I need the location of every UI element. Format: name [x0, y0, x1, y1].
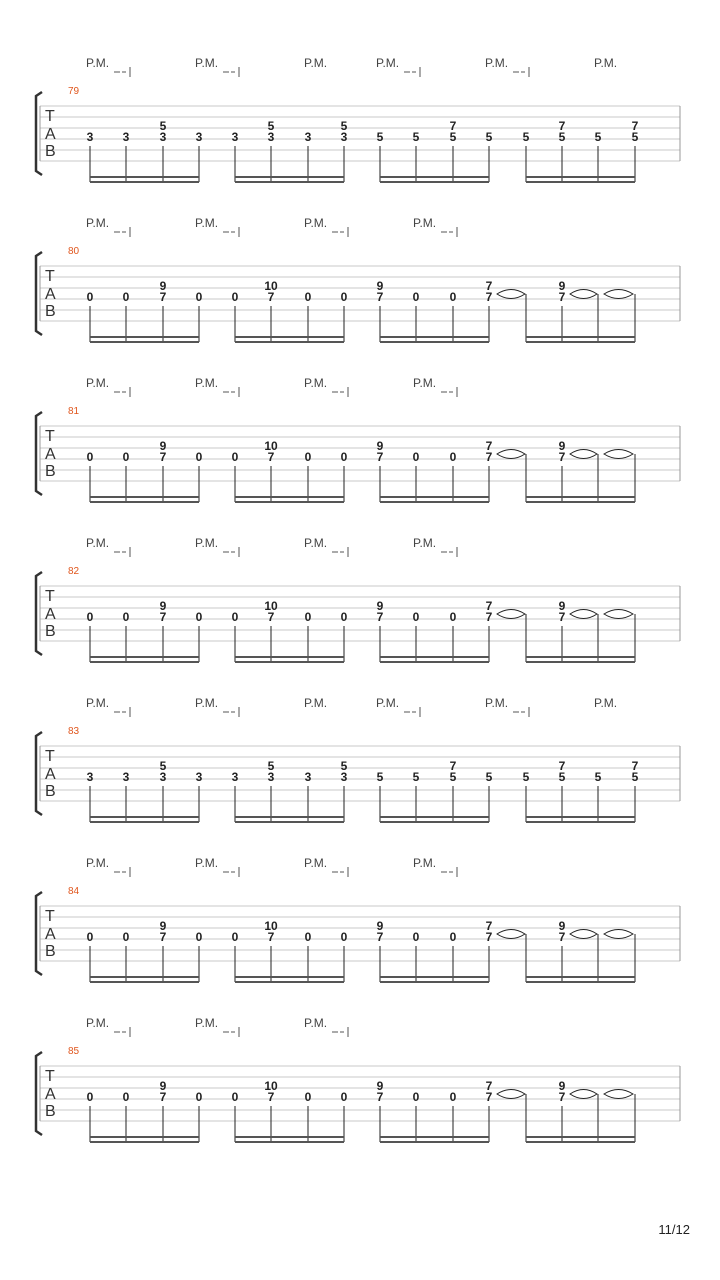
fret-number: 3 — [195, 130, 203, 144]
fret-number: 5 — [594, 130, 602, 144]
fret-number: 7 — [376, 930, 384, 944]
tab-system — [36, 376, 680, 503]
harmonic-tie — [604, 930, 633, 939]
beam — [526, 176, 635, 178]
harmonic-tie — [497, 1090, 525, 1099]
beam — [235, 816, 344, 818]
fret-number: 9 — [376, 919, 384, 933]
fret-number: 7 — [558, 1090, 566, 1104]
fret-number: 7 — [558, 119, 566, 133]
fret-number: 0 — [340, 930, 348, 944]
beam — [380, 496, 489, 498]
fret-number: 5 — [449, 130, 457, 144]
palm-mute-label: P.M. — [376, 696, 400, 710]
tab-clef-letter: T — [45, 268, 55, 285]
beam — [90, 1136, 199, 1138]
fret-number: 10 — [264, 919, 278, 933]
palm-mute-label: P.M. — [485, 696, 509, 710]
fret-number: 0 — [340, 610, 348, 624]
palm-mute-label: P.M. — [413, 536, 437, 550]
palm-mute-label: P.M. — [86, 536, 110, 550]
fret-number: 3 — [159, 130, 167, 144]
harmonic-tie — [604, 290, 633, 299]
fret-number: 7 — [159, 290, 167, 304]
beam — [235, 181, 344, 183]
tab-clef-letter: T — [45, 588, 55, 605]
harmonic-tie — [570, 1090, 597, 1099]
beam — [526, 1141, 635, 1143]
beam — [380, 1141, 489, 1143]
beam — [380, 821, 489, 823]
tab-clef-letter: B — [45, 1103, 56, 1120]
fret-number: 7 — [485, 1090, 493, 1104]
fret-number: 7 — [159, 610, 167, 624]
tab-clef-letter: A — [45, 126, 56, 143]
palm-mute-label: P.M. — [86, 376, 110, 390]
fret-number: 9 — [376, 439, 384, 453]
palm-mute-label: P.M. — [485, 56, 509, 70]
palm-mute-label: P.M. — [413, 216, 437, 230]
tab-clef-letter: T — [45, 748, 55, 765]
fret-number: 0 — [449, 610, 457, 624]
measure-number: 83 — [68, 726, 80, 737]
fret-number: 0 — [231, 930, 239, 944]
fret-number: 7 — [558, 930, 566, 944]
fret-number: 0 — [231, 290, 239, 304]
measure-number: 82 — [68, 566, 80, 577]
tab-clef-letter: B — [45, 783, 56, 800]
fret-number: 0 — [86, 1090, 94, 1104]
fret-number: 0 — [412, 450, 420, 464]
fret-number: 0 — [304, 930, 312, 944]
beam — [235, 981, 344, 983]
palm-mute-label: P.M. — [86, 696, 110, 710]
system-bracket — [36, 92, 42, 175]
fret-number: 7 — [376, 610, 384, 624]
fret-number: 0 — [304, 610, 312, 624]
tab-clef-letter: B — [45, 463, 56, 480]
fret-number: 9 — [159, 279, 167, 293]
palm-mute-label: P.M. — [594, 696, 618, 710]
tab-clef-letter: B — [45, 143, 56, 160]
beam — [526, 501, 635, 503]
beam — [526, 1136, 635, 1138]
beam — [235, 496, 344, 498]
fret-number: 5 — [267, 759, 275, 773]
beam — [90, 821, 199, 823]
fret-number: 9 — [376, 1079, 384, 1093]
palm-mute-label: P.M. — [195, 216, 219, 230]
fret-number: 5 — [159, 759, 167, 773]
tab-clef-letter: B — [45, 943, 56, 960]
palm-mute-label: P.M. — [86, 856, 110, 870]
fret-number: 7 — [631, 759, 639, 773]
palm-mute-label: P.M. — [195, 1016, 219, 1030]
beam — [380, 336, 489, 338]
fret-number: 0 — [231, 610, 239, 624]
fret-number: 0 — [449, 930, 457, 944]
beam — [90, 341, 199, 343]
fret-number: 10 — [264, 599, 278, 613]
fret-number: 7 — [267, 450, 275, 464]
fret-number: 9 — [558, 439, 566, 453]
fret-number: 9 — [558, 1079, 566, 1093]
beam — [235, 1136, 344, 1138]
fret-number: 7 — [449, 759, 457, 773]
fret-number: 0 — [304, 450, 312, 464]
fret-number: 0 — [122, 1090, 130, 1104]
fret-number: 9 — [159, 439, 167, 453]
fret-number: 0 — [412, 930, 420, 944]
beam — [526, 661, 635, 663]
fret-number: 7 — [558, 290, 566, 304]
fret-number: 7 — [267, 930, 275, 944]
fret-number: 3 — [231, 130, 239, 144]
fret-number: 7 — [485, 290, 493, 304]
palm-mute-label: P.M. — [304, 696, 328, 710]
tab-clef-letter: B — [45, 303, 56, 320]
beam — [380, 661, 489, 663]
beam — [380, 176, 489, 178]
beam — [235, 976, 344, 978]
tab-system — [36, 216, 680, 343]
tab-clef-letter: T — [45, 108, 55, 125]
palm-mute-label: P.M. — [304, 216, 328, 230]
fret-number: 9 — [159, 1079, 167, 1093]
harmonic-tie — [604, 450, 633, 459]
beam — [90, 336, 199, 338]
fret-number: 0 — [86, 930, 94, 944]
fret-number: 0 — [449, 1090, 457, 1104]
palm-mute-label: P.M. — [86, 216, 110, 230]
beam — [235, 661, 344, 663]
fret-number: 9 — [376, 279, 384, 293]
fret-number: 3 — [304, 130, 312, 144]
tab-clef-letter: T — [45, 1068, 55, 1085]
fret-number: 0 — [340, 450, 348, 464]
fret-number: 0 — [304, 1090, 312, 1104]
beam — [90, 816, 199, 818]
fret-number: 0 — [122, 290, 130, 304]
harmonic-tie — [570, 610, 597, 619]
palm-mute-label: P.M. — [195, 856, 219, 870]
palm-mute-label: P.M. — [304, 1016, 328, 1030]
palm-mute-label: P.M. — [376, 56, 400, 70]
system-bracket — [36, 252, 42, 335]
fret-number: 0 — [231, 1090, 239, 1104]
fret-number: 7 — [631, 119, 639, 133]
system-bracket — [36, 892, 42, 975]
fret-number: 7 — [159, 450, 167, 464]
beam — [235, 176, 344, 178]
fret-number: 5 — [159, 119, 167, 133]
system-bracket — [36, 572, 42, 655]
fret-number: 9 — [376, 599, 384, 613]
fret-number: 7 — [558, 610, 566, 624]
tab-clef-letter: A — [45, 1086, 56, 1103]
fret-number: 3 — [267, 770, 275, 784]
fret-number: 5 — [340, 759, 348, 773]
beam — [90, 176, 199, 178]
tab-clef-letter: B — [45, 623, 56, 640]
measure-number: 84 — [68, 886, 80, 897]
beam — [235, 501, 344, 503]
fret-number: 9 — [159, 919, 167, 933]
beam — [526, 981, 635, 983]
harmonic-tie — [570, 930, 597, 939]
fret-number: 5 — [267, 119, 275, 133]
beam — [380, 976, 489, 978]
palm-mute-label: P.M. — [195, 536, 219, 550]
system-bracket — [36, 1052, 42, 1135]
fret-number: 5 — [485, 130, 493, 144]
beam — [380, 981, 489, 983]
fret-number: 0 — [449, 290, 457, 304]
fret-number: 3 — [267, 130, 275, 144]
palm-mute-label: P.M. — [195, 56, 219, 70]
beam — [380, 501, 489, 503]
fret-number: 7 — [485, 930, 493, 944]
beam — [90, 976, 199, 978]
page-number: 11/12 — [658, 1222, 690, 1237]
fret-number: 5 — [449, 770, 457, 784]
system-bracket — [36, 732, 42, 815]
tab-system — [36, 56, 680, 183]
fret-number: 0 — [122, 450, 130, 464]
fret-number: 0 — [304, 290, 312, 304]
fret-number: 7 — [485, 450, 493, 464]
fret-number: 0 — [340, 1090, 348, 1104]
palm-mute-label: P.M. — [413, 376, 437, 390]
palm-mute-label: P.M. — [304, 856, 328, 870]
beam — [526, 976, 635, 978]
harmonic-tie — [604, 610, 633, 619]
tab-clef-letter: A — [45, 606, 56, 623]
fret-number: 10 — [264, 279, 278, 293]
harmonic-tie — [604, 1090, 633, 1099]
palm-mute-label: P.M. — [195, 376, 219, 390]
fret-number: 3 — [122, 130, 130, 144]
beam — [526, 181, 635, 183]
measure-number: 80 — [68, 246, 80, 257]
beam — [90, 496, 199, 498]
fret-number: 10 — [264, 439, 278, 453]
tab-clef-letter: T — [45, 428, 55, 445]
fret-number: 7 — [485, 599, 493, 613]
measure-number: 85 — [68, 1046, 80, 1057]
fret-number: 7 — [376, 290, 384, 304]
fret-number: 0 — [195, 1090, 203, 1104]
beam — [90, 181, 199, 183]
fret-number: 0 — [86, 290, 94, 304]
fret-number: 0 — [195, 930, 203, 944]
fret-number: 7 — [159, 930, 167, 944]
beam — [526, 336, 635, 338]
fret-number: 7 — [267, 610, 275, 624]
fret-number: 7 — [485, 279, 493, 293]
measure-number: 81 — [68, 406, 80, 417]
tab-system — [36, 1016, 680, 1143]
fret-number: 3 — [231, 770, 239, 784]
fret-number: 0 — [449, 450, 457, 464]
fret-number: 0 — [412, 610, 420, 624]
tab-clef-letter: A — [45, 766, 56, 783]
fret-number: 3 — [86, 130, 94, 144]
fret-number: 7 — [485, 919, 493, 933]
fret-number: 7 — [485, 439, 493, 453]
harmonic-tie — [497, 450, 525, 459]
fret-number: 9 — [558, 279, 566, 293]
beam — [90, 1141, 199, 1143]
fret-number: 9 — [558, 919, 566, 933]
fret-number: 7 — [267, 290, 275, 304]
fret-number: 5 — [376, 130, 384, 144]
fret-number: 3 — [340, 130, 348, 144]
beam — [235, 1141, 344, 1143]
fret-number: 0 — [86, 450, 94, 464]
beam — [526, 341, 635, 343]
fret-number: 5 — [412, 130, 420, 144]
beam — [526, 821, 635, 823]
fret-number: 7 — [267, 1090, 275, 1104]
fret-number: 5 — [376, 770, 384, 784]
fret-number: 7 — [376, 450, 384, 464]
beam — [380, 1136, 489, 1138]
beam — [235, 821, 344, 823]
fret-number: 3 — [195, 770, 203, 784]
beam — [90, 656, 199, 658]
beam — [235, 656, 344, 658]
palm-mute-label: P.M. — [594, 56, 618, 70]
palm-mute-label: P.M. — [86, 1016, 110, 1030]
harmonic-tie — [570, 290, 597, 299]
fret-number: 3 — [159, 770, 167, 784]
fret-number: 0 — [122, 610, 130, 624]
beam — [235, 341, 344, 343]
beam — [380, 341, 489, 343]
harmonic-tie — [497, 610, 525, 619]
harmonic-tie — [570, 450, 597, 459]
beam — [380, 816, 489, 818]
tab-system — [36, 856, 680, 983]
fret-number: 0 — [86, 610, 94, 624]
fret-number: 5 — [631, 130, 639, 144]
palm-mute-label: P.M. — [413, 856, 437, 870]
fret-number: 0 — [340, 290, 348, 304]
fret-number: 3 — [304, 770, 312, 784]
fret-number: 0 — [122, 930, 130, 944]
fret-number: 5 — [558, 130, 566, 144]
palm-mute-label: P.M. — [304, 376, 328, 390]
palm-mute-label: P.M. — [304, 56, 328, 70]
palm-mute-label: P.M. — [86, 56, 110, 70]
beam — [90, 661, 199, 663]
fret-number: 5 — [558, 770, 566, 784]
fret-number: 0 — [231, 450, 239, 464]
tab-system — [36, 536, 680, 663]
fret-number: 9 — [159, 599, 167, 613]
beam — [526, 656, 635, 658]
fret-number: 5 — [412, 770, 420, 784]
palm-mute-label: P.M. — [195, 696, 219, 710]
fret-number: 0 — [195, 610, 203, 624]
beam — [380, 181, 489, 183]
beam — [526, 496, 635, 498]
fret-number: 3 — [86, 770, 94, 784]
fret-number: 5 — [522, 130, 530, 144]
beam — [235, 336, 344, 338]
tab-system — [36, 696, 680, 823]
fret-number: 7 — [558, 759, 566, 773]
fret-number: 3 — [340, 770, 348, 784]
tab-clef-letter: A — [45, 286, 56, 303]
measure-number: 79 — [68, 86, 80, 97]
fret-number: 9 — [558, 599, 566, 613]
fret-number: 7 — [485, 610, 493, 624]
tab-clef-letter: A — [45, 926, 56, 943]
harmonic-tie — [497, 930, 525, 939]
fret-number: 7 — [485, 1079, 493, 1093]
fret-number: 0 — [412, 290, 420, 304]
fret-number: 0 — [412, 1090, 420, 1104]
tab-clef-letter: A — [45, 446, 56, 463]
fret-number: 5 — [522, 770, 530, 784]
fret-number: 0 — [195, 450, 203, 464]
palm-mute-label: P.M. — [304, 536, 328, 550]
harmonic-tie — [497, 290, 525, 299]
beam — [526, 816, 635, 818]
tab-clef-letter: T — [45, 908, 55, 925]
fret-number: 7 — [449, 119, 457, 133]
fret-number: 3 — [122, 770, 130, 784]
fret-number: 7 — [558, 450, 566, 464]
fret-number: 0 — [195, 290, 203, 304]
fret-number: 7 — [159, 1090, 167, 1104]
fret-number: 5 — [631, 770, 639, 784]
fret-number: 5 — [340, 119, 348, 133]
fret-number: 5 — [594, 770, 602, 784]
fret-number: 5 — [485, 770, 493, 784]
beam — [90, 501, 199, 503]
fret-number: 7 — [376, 1090, 384, 1104]
system-bracket — [36, 412, 42, 495]
beam — [380, 656, 489, 658]
beam — [90, 981, 199, 983]
fret-number: 10 — [264, 1079, 278, 1093]
